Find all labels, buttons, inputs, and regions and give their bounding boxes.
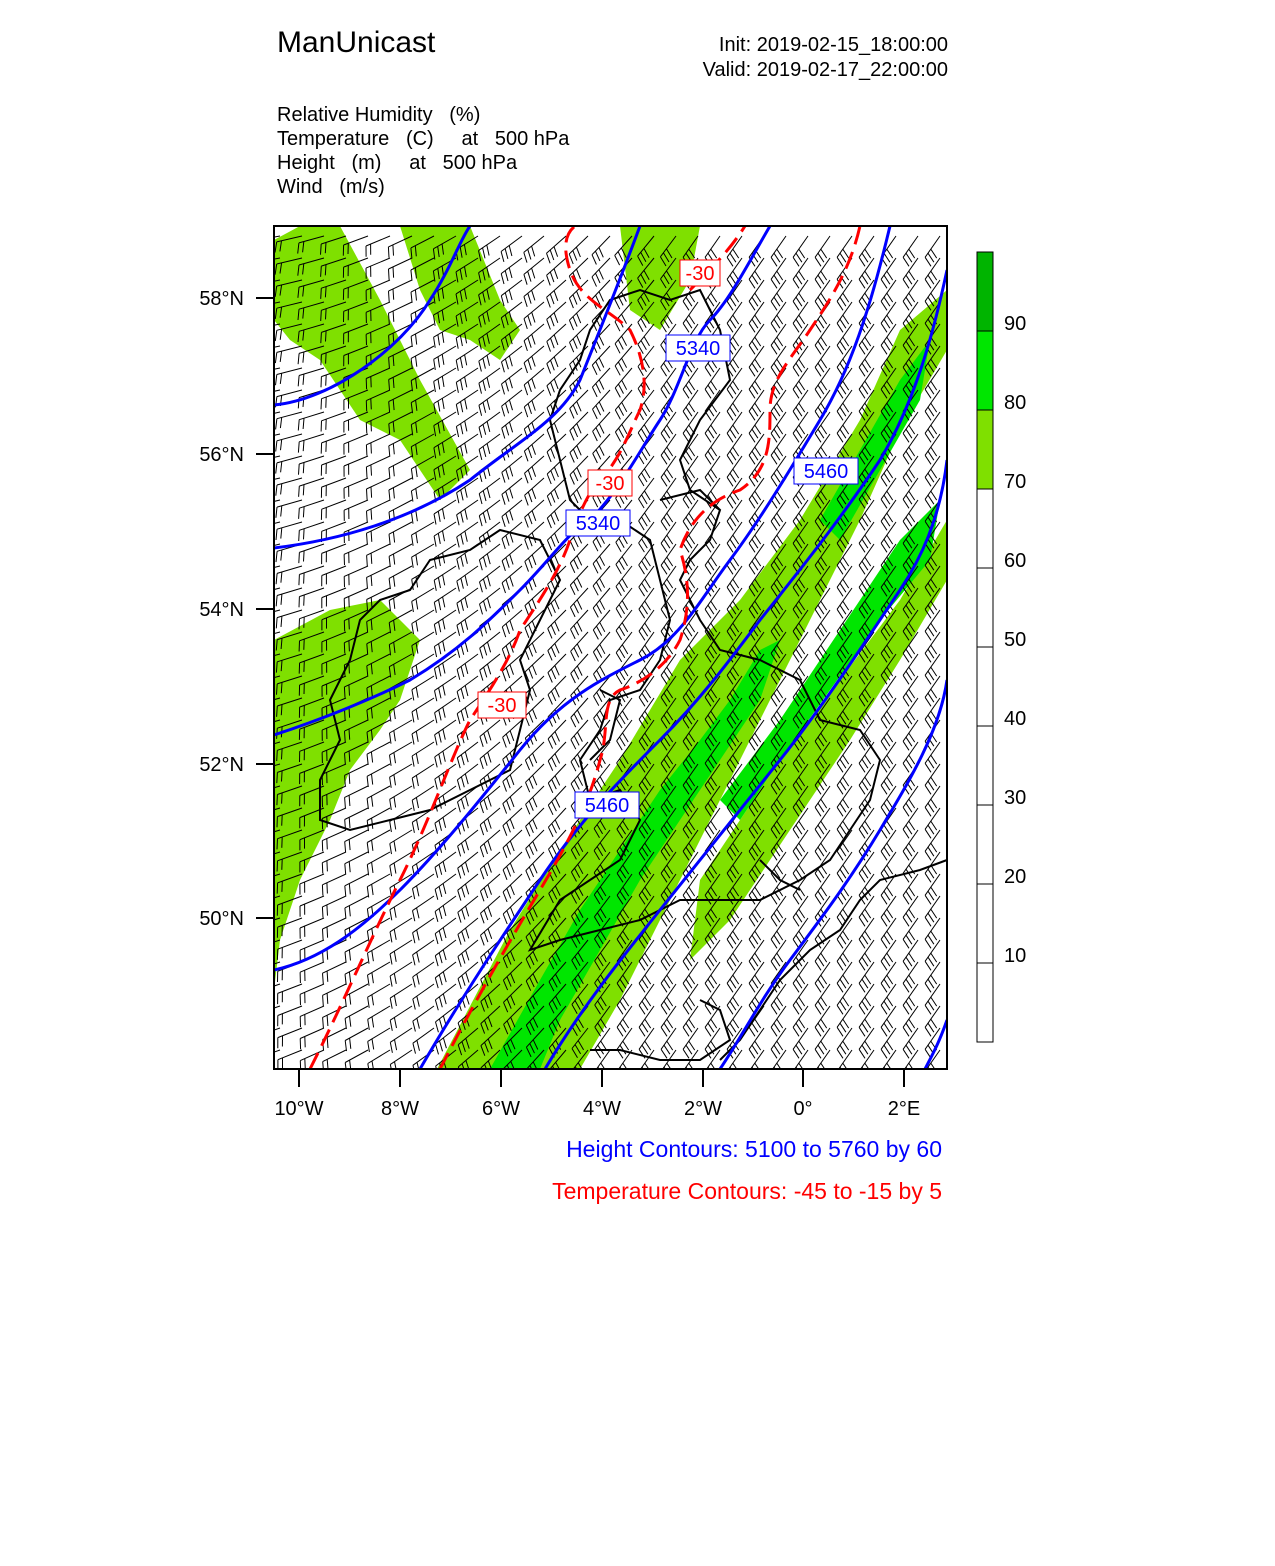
wind-barb <box>434 368 456 392</box>
wind-barb <box>457 588 478 614</box>
lon-tick-label: 2°W <box>684 1098 722 1120</box>
colorbar-bin <box>977 805 993 884</box>
wind-barb <box>367 852 390 875</box>
wind-barb <box>300 896 324 917</box>
wind-barb <box>479 390 500 416</box>
wind-barb <box>345 786 368 808</box>
wind-barb <box>299 478 324 497</box>
wind-barb <box>412 610 434 634</box>
wind-barb <box>322 874 346 896</box>
temperature-label <box>588 470 632 496</box>
wind-barb <box>299 522 324 541</box>
wind-barb <box>413 1072 434 1098</box>
wind-barb <box>322 588 346 608</box>
height-label <box>575 792 639 818</box>
wind-barb <box>321 434 346 454</box>
wind-barb <box>390 830 412 854</box>
lon-tick-label: 8°W <box>381 1098 419 1120</box>
wind-barb <box>390 720 413 744</box>
wind-barb <box>390 962 412 987</box>
wind-barb <box>390 984 412 1009</box>
lon-tick-label: 0° <box>793 1098 813 1120</box>
wind-barb <box>412 676 434 700</box>
wind-barb <box>815 1072 830 1102</box>
temperature-label <box>680 260 720 286</box>
wind-barb <box>412 742 434 767</box>
wind-barb <box>435 940 456 966</box>
wind-barb <box>412 522 435 546</box>
wind-barb <box>479 434 500 460</box>
wind-barb <box>367 566 390 588</box>
wind-barb <box>345 1072 368 1095</box>
lon-tick-label: 4°W <box>583 1098 621 1120</box>
wind-barb <box>276 500 302 518</box>
wind-barb <box>435 852 456 878</box>
wind-barb <box>298 434 324 453</box>
wind-barb <box>299 500 324 519</box>
wind-barb <box>254 610 281 627</box>
wind-barb <box>456 412 478 437</box>
wind-barb <box>390 742 413 766</box>
colorbar-bin <box>977 726 993 805</box>
wind-barb <box>837 1072 852 1102</box>
wind-barb <box>276 478 302 496</box>
wind-barb <box>344 434 368 455</box>
wind-barb <box>322 896 346 918</box>
wind-barb <box>367 500 391 522</box>
wind-barb <box>479 478 500 504</box>
svg-text:5340: 5340 <box>575 513 621 535</box>
wind-barb <box>276 434 302 452</box>
wind-barb <box>276 610 302 628</box>
wind-barb <box>368 984 390 1008</box>
wind-barb <box>367 544 390 566</box>
wind-barb <box>300 918 324 939</box>
wind-barb <box>661 1072 676 1102</box>
lat-tick-label: 56°N <box>199 444 244 466</box>
wind-barb <box>322 830 346 851</box>
wind-barb <box>255 984 280 1003</box>
wind-barb <box>276 588 302 606</box>
wind-barb <box>548 588 566 616</box>
wind-barb <box>412 720 434 745</box>
wind-barb <box>345 940 368 963</box>
colorbar-bin <box>977 963 993 1042</box>
wind-barb <box>413 1006 434 1032</box>
wind-barb <box>368 1050 390 1074</box>
wind-barb <box>501 280 522 306</box>
wind-barb <box>859 1050 874 1080</box>
wind-barb <box>435 698 456 723</box>
wind-barb <box>322 544 346 564</box>
wind-barb <box>526 808 544 836</box>
wind-barb <box>344 456 368 477</box>
wind-barb <box>345 896 368 919</box>
svg-text:-30: -30 <box>487 695 517 717</box>
wind-barb <box>321 478 346 498</box>
wind-barb <box>859 1072 874 1102</box>
wind-barb <box>345 830 368 852</box>
svg-text:5340: 5340 <box>675 338 721 360</box>
wind-barb <box>300 1072 324 1094</box>
svg-text:5460: 5460 <box>584 795 630 817</box>
wind-barb <box>255 1006 280 1025</box>
wind-barb <box>367 742 390 765</box>
wind-barb <box>366 236 390 257</box>
wind-barb <box>323 984 346 1006</box>
lon-tick-label: 6°W <box>482 1098 520 1120</box>
wind-barb <box>367 874 390 897</box>
height-contour-legend: Height Contours: 5100 to 5760 by 60 <box>566 1136 942 1162</box>
wind-barb <box>390 764 412 788</box>
wind-barb <box>435 676 457 701</box>
wind-barb <box>389 478 412 501</box>
wind-barb <box>479 500 500 526</box>
wind-barb <box>434 346 456 370</box>
wind-barb <box>527 1072 544 1101</box>
wind-barb <box>413 874 435 899</box>
wind-barb <box>321 412 346 432</box>
height-label <box>566 510 630 536</box>
wind-barb <box>390 852 412 876</box>
wind-barb <box>344 500 368 521</box>
wind-barb <box>276 566 302 584</box>
wind-barb <box>299 588 324 607</box>
wind-barb <box>277 940 302 960</box>
svg-text:-30: -30 <box>595 473 625 495</box>
wind-barb <box>479 368 500 394</box>
wind-barb <box>412 698 434 722</box>
wind-barb <box>771 1072 786 1102</box>
wind-barb <box>458 1072 478 1099</box>
wind-barb <box>278 1006 302 1026</box>
wind-barb <box>435 874 456 900</box>
temperature-label <box>478 692 526 718</box>
colorbar-label: 20 <box>1004 866 1027 888</box>
wind-barb <box>412 764 434 789</box>
wind-barb <box>411 324 434 347</box>
wind-barb <box>276 522 302 540</box>
valid-time: Valid: 2019-02-17_22:00:00 <box>702 59 948 81</box>
colorbar-bin <box>977 647 993 726</box>
wind-barb <box>412 544 434 568</box>
wind-barb <box>300 984 324 1005</box>
wind-barb <box>344 478 368 499</box>
wind-barb <box>299 566 324 585</box>
wind-barb <box>479 412 500 438</box>
wind-barb <box>925 1072 940 1102</box>
wind-barb <box>412 830 434 855</box>
wind-barb <box>435 808 456 834</box>
wind-barb <box>322 566 346 586</box>
wind-barb <box>504 1072 522 1100</box>
wind-barb <box>434 588 456 613</box>
lat-tick-label: 52°N <box>199 754 244 776</box>
lat-tick-label: 50°N <box>199 908 244 930</box>
wind-barb <box>389 302 413 324</box>
wind-barb <box>389 544 412 567</box>
wind-barb <box>793 1050 808 1080</box>
wind-barb <box>389 456 412 479</box>
wind-barb <box>321 456 346 476</box>
wind-barb <box>435 896 456 922</box>
colorbar-bin <box>977 489 993 568</box>
height-label <box>666 335 730 361</box>
wind-barb <box>323 962 347 984</box>
wind-barb <box>456 346 478 371</box>
field-label-temperature: Temperature (C) at 500 hPa <box>277 128 570 150</box>
temperature-contour-legend: Temperature Contours: -45 to -15 by 5 <box>552 1178 942 1204</box>
wind-barb <box>411 346 434 369</box>
wind-barb <box>390 1072 412 1097</box>
wind-barb <box>255 1028 280 1047</box>
wind-barb <box>749 1050 764 1080</box>
wind-barb <box>457 654 478 680</box>
wind-barb <box>368 962 391 986</box>
colorbar-bin <box>977 410 993 489</box>
wind-barb <box>524 236 544 263</box>
lon-axis <box>299 1069 904 1087</box>
wind-barb <box>298 368 324 386</box>
wind-barb <box>727 1072 742 1102</box>
colorbar-bin <box>977 331 993 410</box>
colorbar-bin <box>977 884 993 963</box>
wind-barb <box>278 984 302 1004</box>
wind-barb <box>321 500 346 520</box>
wind-barb <box>276 456 302 474</box>
wind-barb <box>299 544 324 563</box>
model-title: ManUnicast <box>277 26 436 59</box>
wind-barb <box>276 412 302 429</box>
wind-barb <box>413 962 434 987</box>
wind-barb <box>481 1072 500 1100</box>
wind-barb <box>366 434 390 456</box>
wind-barb <box>436 1072 456 1099</box>
wind-barb <box>389 566 412 589</box>
wind-barb <box>366 456 390 478</box>
colorbar-label: 80 <box>1004 392 1027 414</box>
wind-barb <box>413 984 434 1010</box>
wind-barb <box>815 1050 830 1080</box>
wind-barb <box>412 588 434 612</box>
wind-barb <box>547 236 567 263</box>
wind-barb <box>434 500 456 525</box>
init-time: Init: 2019-02-15_18:00:00 <box>718 34 948 56</box>
wind-barb <box>434 632 456 657</box>
wind-barb <box>300 874 324 895</box>
wind-barb <box>435 918 456 944</box>
wind-barb <box>368 1028 390 1052</box>
wind-barb <box>344 566 368 587</box>
wind-barb <box>345 874 368 897</box>
wind-barb <box>435 720 456 745</box>
wind-barb <box>390 918 412 942</box>
wind-barb <box>389 280 413 302</box>
wind-barb <box>749 1072 764 1102</box>
field-label-height: Height (m) at 500 hPa <box>277 152 518 174</box>
field-label-wind: Wind (m/s) <box>277 176 385 198</box>
wind-barb <box>457 676 478 702</box>
wind-barb <box>837 1050 852 1080</box>
wind-barb <box>434 610 456 635</box>
wind-barb <box>323 1072 346 1094</box>
wind-barb <box>771 1050 786 1080</box>
wind-barb <box>617 1050 632 1080</box>
height-label <box>794 458 858 484</box>
svg-text:-30: -30 <box>685 263 715 285</box>
wind-barb <box>345 1028 368 1051</box>
wind-barb <box>413 896 435 921</box>
wind-barb <box>434 566 456 591</box>
wind-barb <box>683 1050 698 1080</box>
wind-barb <box>344 544 368 565</box>
wind-barb <box>501 236 522 262</box>
wind-barb <box>278 1028 302 1048</box>
wind-barb <box>255 1072 280 1092</box>
wind-barb <box>569 236 588 264</box>
wind-barb <box>366 258 390 279</box>
wind-barb <box>390 1028 412 1053</box>
wind-barb <box>367 786 390 809</box>
wind-barb <box>390 1006 412 1031</box>
wind-barb <box>903 1050 918 1080</box>
wind-barb <box>434 522 456 547</box>
lat-tick-label: 54°N <box>199 599 244 621</box>
wind-barb <box>345 852 368 874</box>
colorbar-label: 30 <box>1004 787 1027 809</box>
wind-barb <box>434 390 456 414</box>
lon-tick-label: 10°W <box>274 1098 324 1120</box>
wind-barb <box>413 918 434 943</box>
lon-tick-label: 2°E <box>887 1098 921 1120</box>
wind-barb <box>661 1050 676 1080</box>
wind-barb <box>881 1050 896 1080</box>
wind-barb <box>501 258 522 284</box>
wind-barb <box>368 1006 390 1030</box>
wind-barb <box>298 412 324 431</box>
wind-barb <box>323 918 347 940</box>
wind-barb <box>300 962 324 983</box>
wind-barb <box>300 1028 324 1049</box>
wind-barb <box>390 896 412 920</box>
wind-barb <box>457 566 478 592</box>
wind-barb <box>639 1072 654 1102</box>
wind-barb <box>300 1006 324 1027</box>
wind-barb <box>412 786 434 811</box>
colorbar <box>977 252 1026 1042</box>
map-canvas <box>252 226 947 1102</box>
wind-barb <box>390 940 412 965</box>
wind-barb <box>390 1050 412 1075</box>
colorbar-label: 40 <box>1004 708 1027 730</box>
colorbar-bin <box>977 252 993 331</box>
colorbar-label: 50 <box>1004 629 1027 651</box>
field-label-rh: Relative Humidity (%) <box>277 104 481 126</box>
wind-barb <box>255 1050 280 1069</box>
colorbar-label: 90 <box>1004 313 1027 335</box>
colorbar-label: 10 <box>1004 945 1027 967</box>
wind-barb <box>457 500 478 525</box>
wind-barb <box>389 258 413 280</box>
colorbar-label: 70 <box>1004 471 1027 493</box>
wind-barb <box>367 808 390 831</box>
wind-barb <box>389 522 412 545</box>
wind-barb <box>390 786 412 810</box>
colorbar-label: 60 <box>1004 550 1027 572</box>
wind-barb <box>413 940 434 965</box>
lat-axis <box>256 298 274 918</box>
wind-barb <box>367 478 391 500</box>
svg-text:5460: 5460 <box>803 461 849 483</box>
lat-tick-label: 58°N <box>199 288 244 310</box>
wind-barb <box>456 368 478 393</box>
wind-barb <box>549 1072 566 1102</box>
colorbar-bin <box>977 568 993 647</box>
wind-barb <box>457 522 478 547</box>
wind-barb <box>345 1006 368 1029</box>
wind-barb <box>368 1072 390 1096</box>
wind-barb <box>299 456 325 475</box>
wind-barb <box>367 830 390 853</box>
wind-barb <box>456 390 478 415</box>
wind-barb <box>367 764 390 787</box>
wind-barb <box>278 1050 302 1070</box>
wind-barb <box>322 852 346 874</box>
